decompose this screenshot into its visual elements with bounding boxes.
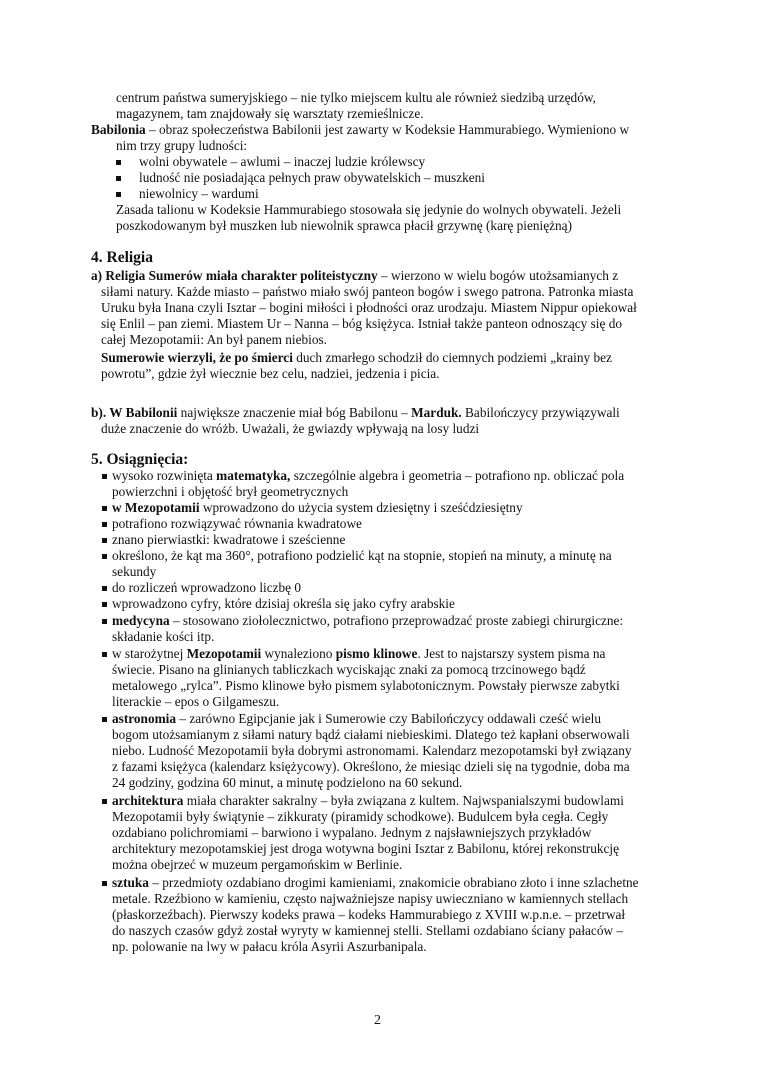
square-bullet-icon (102, 602, 107, 607)
square-bullet-icon (102, 522, 107, 527)
paragraph-line: bogom utożsamianym z siłami natury bądź ciałami niebieskimi. Dlatego też kapłani obserwowali (112, 727, 630, 742)
paragraph-line: można obejrzeć w muzeum pergamońskim w Berlinie. (112, 857, 403, 872)
list-item: niewolnicy – wardumi (139, 186, 259, 201)
paragraph-line: Mezopotamii były świątynie – zikkuraty (piramidy schodkowe). Budulcem była cegła. Cegły (112, 809, 609, 824)
paragraph-line: z fazami księżyca (kalendarz księżycowy). Określono, że miesiąc dzieli się na tygodnie, doba ma (112, 759, 630, 774)
list-item: medycyna – stosowano ziołolecznictwo, potrafiono przeprowadzać proste zabiegi chirurgiczne: (112, 613, 624, 628)
square-bullet-icon (116, 160, 121, 165)
paragraph-line: magazynem, tam znajdowały się warsztaty rzemieślnicze. (116, 106, 424, 121)
list-item: w starożytnej Mezopotamii wynaleziono pismo klinowe. Jest to najstarszy system pisma na (112, 646, 606, 661)
paragraph-line: się Enlil – pan ziemi. Miastem Ur – Nanna – bóg księżyca. Istniał także panteon odnoszący się do (101, 316, 623, 331)
list-item: w Mezopotamii wprowadzono do użycia system dziesiętny i sześćdziesiętny (112, 500, 523, 515)
paragraph-line: ozdabiano polichromiami – barwiono i wypalano. Jednym z najsławniejszych przykładów (112, 825, 592, 840)
paragraph-line: duże znaczenie do wróżb. Uważali, że gwiazdy wpływają na losy ludzi (101, 421, 480, 436)
square-bullet-icon (102, 881, 107, 886)
list-item: architektura miała charakter sakralny – była związana z kultem. Najwspanialszymi budowlami (112, 793, 624, 808)
section-heading-osiagniecia: 5. Osiągnięcia: (91, 451, 189, 468)
list-item: wprowadzono cyfry, które dzisiaj określa się jako cyfry arabskie (112, 596, 455, 611)
square-bullet-icon (116, 176, 121, 181)
paragraph-line: siłami natury. Każde miasto – państwo miało swój panteon bogów i swego patrona. Patronka miasta (101, 284, 634, 299)
square-bullet-icon (116, 192, 121, 197)
square-bullet-icon (102, 554, 107, 559)
paragraph-line: metalowego „rylca”. Pismo klinowe było pismem sylabotonicznym. Powstały pierwsze zabytki (112, 678, 620, 693)
square-bullet-icon (102, 652, 107, 657)
square-bullet-icon (102, 586, 107, 591)
list-item: do rozliczeń wprowadzono liczbę 0 (112, 580, 302, 595)
paragraph-line: powrotu”, gdzie żył wiecznie bez celu, nadziei, jedzenia i picia. (101, 366, 440, 381)
square-bullet-icon (102, 717, 107, 722)
square-bullet-icon (102, 619, 107, 624)
religia-smierc-paragraph: Sumerowie wierzyli, że po śmierci duch zmarłego schodził do ciemnych podziemi „krainy bez (101, 350, 612, 365)
list-item: znano pierwiastki: kwadratowe i sześcienne (112, 532, 346, 547)
square-bullet-icon (102, 538, 107, 543)
paragraph-line: składanie kości itp. (112, 629, 215, 644)
paragraph-line: całej Mezopotamii: An był panem niebios. (101, 332, 327, 347)
babilonia-paragraph: Babilonia – obraz społeczeństwa Babilonii jest zawarty w Kodeksie Hammurabiego. Wymieniono w (91, 122, 630, 137)
paragraph-line: 24 godziny, godzina 60 minut, a minutę podzielono na 60 sekund. (112, 775, 463, 790)
page-number: 2 (374, 1013, 381, 1028)
religia-a-paragraph: a) Religia Sumerów miała charakter politeistyczny – wierzono w wielu bogów utożsamianych z (91, 268, 619, 283)
religia-b-paragraph: b). W Babilonii największe znaczenie miał bóg Babilonu – Marduk. Babilończycy przywiązywali (91, 405, 620, 420)
section-heading-religia: 4. Religia (91, 249, 153, 266)
list-item: ludność nie posiadająca pełnych praw obywatelskich – muszkeni (139, 170, 485, 185)
paragraph-line: niebo. Ludność Mezopotamii była dobrymi astronomami. Kalendarz mezopotamski był związany (112, 743, 632, 758)
paragraph-line: Zasada talionu w Kodeksie Hammurabiego stosowała się jedynie do wolnych obywateli. Jeżeli (116, 202, 622, 217)
square-bullet-icon (102, 799, 107, 804)
list-item: potrafiono rozwiązywać równania kwadratowe (112, 516, 362, 531)
paragraph-line: np. polowanie na lwy w pałacu króla Asyrii Aszurbanipala. (112, 939, 427, 954)
paragraph-line: nim trzy grupy ludności: (116, 138, 248, 153)
paragraph-line: świecie. Pisano na glinianych tabliczkach wyciskając znaki za pomocą trzcinowego bądź (112, 662, 586, 677)
square-bullet-icon (102, 474, 107, 479)
list-item: wolni obywatele – awlumi – inaczej ludzie królewscy (139, 154, 426, 169)
paragraph-line: metale. Rzeźbiono w kamieniu, często najważniejsze napisy uwieczniano w kamiennych stellach (112, 891, 629, 906)
list-item: astronomia – zarówno Egipcjanie jak i Sumerowie czy Babilończycy oddawali cześć wielu (112, 711, 602, 726)
list-item: wysoko rozwinięta matematyka, szczególnie algebra i geometria – potrafiono np. obliczać pola (112, 468, 625, 483)
term-babilonia: Babilonia (91, 122, 146, 137)
list-item: określono, że kąt ma 360°, potrafiono podzielić kąt na stopnie, stopień na minuty, a minutę na (112, 548, 612, 563)
paragraph-line: sekundy (112, 564, 157, 579)
paragraph-line: powierzchni i objętość brył geometrycznych (112, 484, 349, 499)
paragraph-line: do naszych czasów gdyż został wyryty w kamiennej stelli. Stellami ozdabiano ściany pałaców – (112, 923, 624, 938)
paragraph-line: literackie – epos o Gilgameszu. (112, 694, 280, 709)
square-bullet-icon (102, 506, 107, 511)
paragraph-line: architektury mezopotamskiej jest droga wotywna bogini Isztar z Babilonu, której rekonstrukcję (112, 841, 619, 856)
paragraph-line: Uruku była Inana czyli Isztar – bogini miłości i płodności oraz urodzaju. Miastem Nippur opiekował (101, 300, 637, 315)
paragraph-line: centrum państwa sumeryjskiego – nie tylko miejscem kultu ale również siedzibą urzędów, (116, 90, 596, 105)
list-item: sztuka – przedmioty ozdabiano drogimi kamieniami, znakomicie obrabiano złoto i inne szlachetne (112, 875, 639, 890)
paragraph-line: (płaskorzeźbach). Pierwszy kodeks prawa – kodeks Hammurabiego z XVIII w.p.n.e. – przetrwał (112, 907, 626, 922)
paragraph-line: poszkodowanym był muszken lub niewolnik sprawca płacił grzywnę (karę pieniężną) (116, 218, 573, 233)
